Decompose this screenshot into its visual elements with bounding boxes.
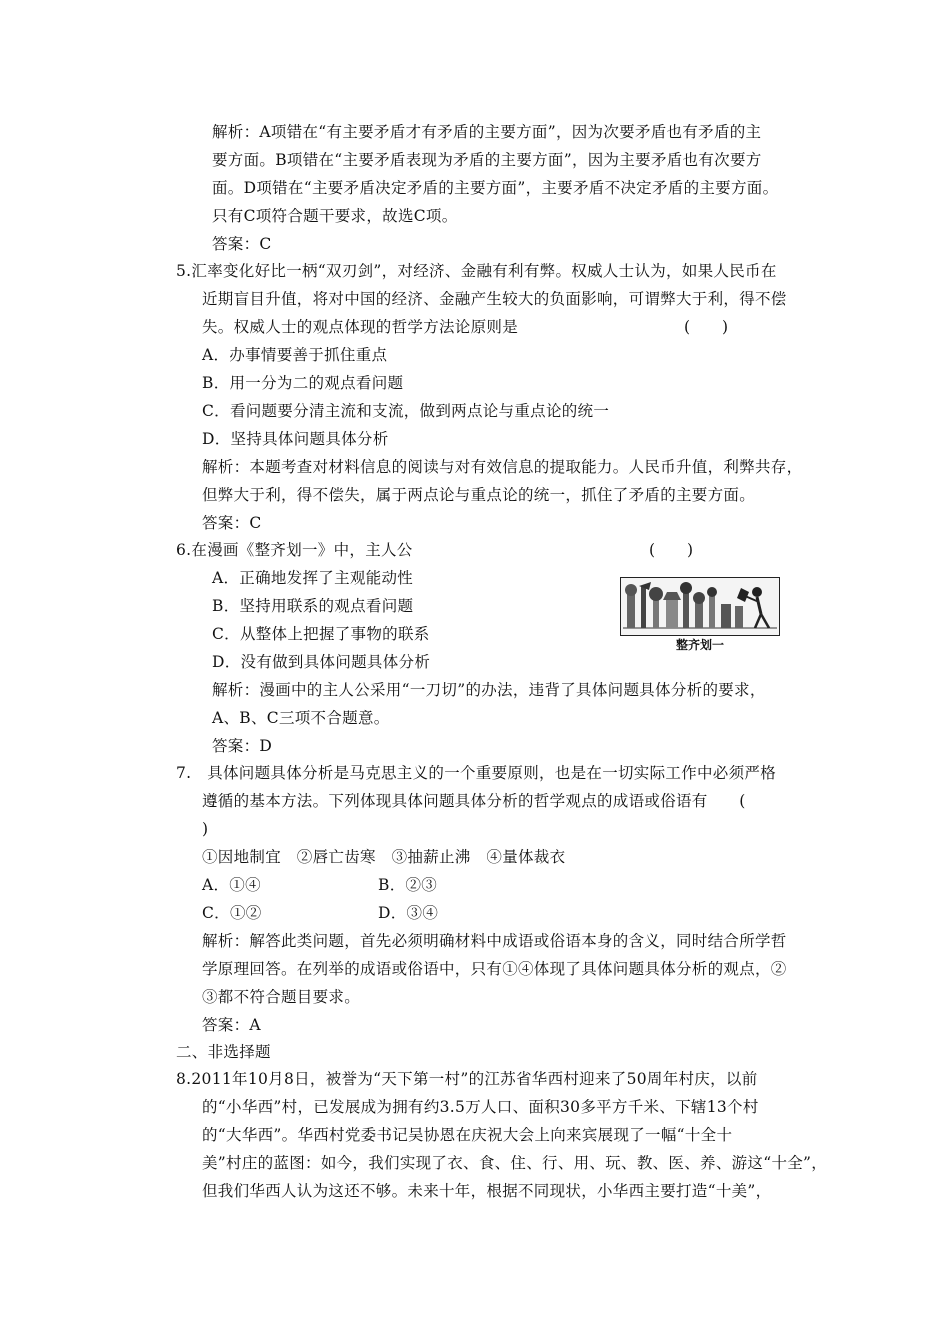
q7-option-d: D．③④	[378, 904, 439, 922]
q8-stem-line-5: 但我们华西人认为这还不够。未来十年，根据不同现状，小华西主要打造“十美”，	[202, 1182, 772, 1200]
q6-analysis-line-1: 解析：漫画中的主人公采用“一刀切”的办法，违背了具体问题具体分析的要求，	[212, 681, 766, 699]
q5-stem-line-1: 5.汇率变化好比一柄“双刃剑”，对经济、金融有利有弊。权威人士认为，如果人民币在	[176, 262, 777, 280]
cartoon-illustration	[620, 577, 780, 655]
q6-option-b: B．坚持用联系的观点看问题	[212, 597, 414, 615]
q5-option-c: C．看问题要分清主流和支流，做到两点论与重点论的统一	[202, 402, 610, 420]
cartoon-caption: 整齐划一	[675, 638, 724, 652]
q6-answer-paren: ( )	[649, 541, 694, 559]
q4-answer: 答案：C	[212, 235, 272, 253]
q5-analysis-line-1: 解析：本题考查对材料信息的阅读与对有效信息的提取能力。人民币升值，利弊共存，	[202, 458, 803, 476]
q6-option-d: D．没有做到具体问题具体分析	[212, 653, 431, 671]
q7-items: ①因地制宜 ②唇亡齿寒 ③抽薪止沸 ④量体裁衣	[202, 848, 566, 866]
q5-option-b: B．用一分为二的观点看问题	[202, 374, 404, 392]
q6-answer: 答案：D	[212, 737, 273, 755]
q7-option-c: C．①②	[202, 904, 262, 922]
q5-stem-line-3: 失。权威人士的观点体现的哲学方法论原则是	[202, 318, 519, 336]
q5-analysis-line-2: 但弊大于利，得不偿失，属于两点论与重点论的统一，抓住了矛盾的主要方面。	[202, 486, 756, 504]
q7-analysis-line-2: 学原理回答。在列举的成语或俗语中，只有①④体现了具体问题具体分析的观点，②	[202, 960, 787, 978]
q4-analysis-line-1: 解析：A项错在“有主要矛盾才有矛盾的主要方面”，因为次要矛盾也有矛盾的主	[212, 123, 762, 141]
q4-analysis-line-2: 要方面。B项错在“主要矛盾表现为矛盾的主要方面”，因为主要矛盾也有次要方	[212, 151, 762, 169]
cartoon-frame	[620, 577, 780, 636]
q7-analysis-line-3: ③都不符合题目要求。	[202, 988, 361, 1006]
q4-analysis-line-4: 只有C项符合题干要求，故选C项。	[212, 207, 458, 225]
q8-stem-line-2: 的“小华西”村，已发展成为拥有约3.5万人口、面积30多平方千米、下辖13个村	[202, 1098, 759, 1116]
q6-stem: 6.在漫画《整齐划一》中，主人公	[176, 541, 413, 559]
q7-analysis-line-1: 解析：解答此类问题，首先必须明确材料中成语或俗语本身的含义，同时结合所学哲	[202, 932, 787, 950]
q6-analysis-line-2: A、B、C三项不合题意。	[212, 709, 390, 727]
q7-option-a: A．①④	[202, 876, 261, 894]
cartoon-drawing	[621, 578, 779, 635]
q8-stem-line-4: 美”村庄的蓝图：如今，我们实现了衣、食、住、行、用、玩、教、医、养、游这“十全”，	[202, 1154, 828, 1172]
q7-answer: 答案：A	[202, 1016, 261, 1034]
q6-option-a: A．正确地发挥了主观能动性	[212, 569, 414, 587]
q6-option-c: C．从整体上把握了事物的联系	[212, 625, 430, 643]
q5-option-d: D．坚持具体问题具体分析	[202, 430, 389, 448]
q7-stem-line-1: 7. 具体问题具体分析是马克思主义的一个重要原则，也是在一切实际工作中必须严格	[176, 764, 776, 782]
section-heading-non-choice: 二、非选择题	[176, 1043, 271, 1061]
q5-answer-paren: ( )	[684, 318, 729, 336]
q8-stem-line-3: 的“大华西”。华西村党委书记吴协恩在庆祝大会上向来宾展现了一幅“十全十	[202, 1126, 733, 1144]
q7-option-b: B．②③	[378, 876, 438, 894]
q7-stem-line-3: )	[202, 820, 209, 838]
q8-stem-line-1: 8.2011年10月8日，被誉为“天下第一村”的江苏省华西村迎来了50周年村庆，以前	[176, 1070, 758, 1088]
q5-stem-line-2: 近期盲目升值，将对中国的经济、金融产生较大的负面影响，可谓弊大于利，得不偿	[202, 290, 787, 308]
q7-stem-line-2: 遵循的基本方法。下列体现具体问题具体分析的哲学观点的成语或俗语有 (	[202, 792, 746, 810]
q5-answer: 答案：C	[202, 514, 262, 532]
q4-analysis-line-3: 面。D项错在“主要矛盾决定矛盾的主要方面”，主要矛盾不决定矛盾的主要方面。	[212, 179, 779, 197]
q5-option-a: A．办事情要善于抓住重点	[202, 346, 388, 364]
